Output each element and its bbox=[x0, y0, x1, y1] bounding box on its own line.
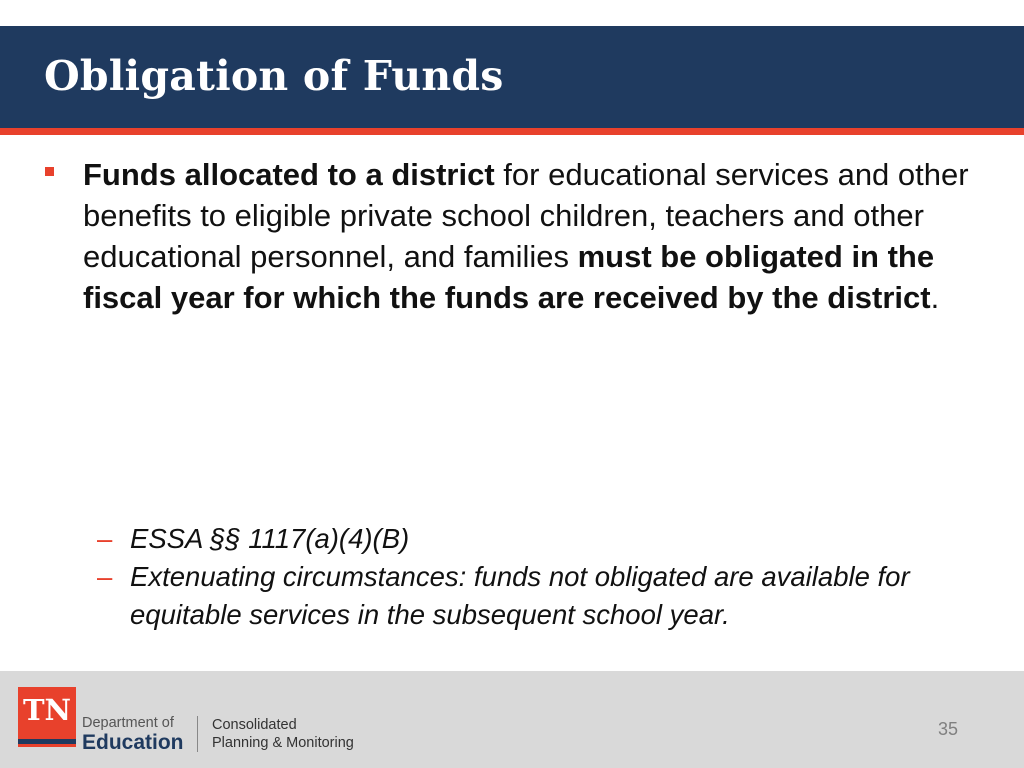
tn-logo-stripe bbox=[18, 739, 76, 744]
slide-title: Obligation of Funds bbox=[44, 52, 504, 100]
footer-divider bbox=[197, 716, 198, 752]
footer bbox=[0, 671, 1024, 768]
education-label: Education bbox=[82, 731, 184, 754]
program-line-1: Consolidated bbox=[212, 717, 297, 733]
tn-logo bbox=[18, 687, 76, 747]
department-label: Department of bbox=[82, 715, 174, 731]
main-bullet-text bbox=[83, 154, 983, 318]
sub-bullet-list bbox=[97, 520, 997, 634]
tn-logo-text: TN bbox=[22, 693, 72, 727]
title-accent-line bbox=[0, 128, 1024, 135]
sub-bullet-text: ESSA §§ 1117(a)(4)(B) bbox=[130, 523, 410, 554]
sub-bullet-essa bbox=[97, 520, 997, 558]
bold-phrase-district: Funds allocated to a district bbox=[83, 157, 495, 192]
bold-phrase-obligation: must be obligated in the fiscal year for which the funds are received by the district bbox=[83, 239, 935, 315]
program-line-2: Planning & Monitoring bbox=[212, 735, 354, 751]
period: . bbox=[930, 280, 940, 315]
dash-bullet-icon: – bbox=[97, 523, 113, 554]
dash-bullet-icon: – bbox=[97, 561, 113, 592]
sub-bullet-text: Extenuating circumstances: funds not obligated are available for equitable services in the subsequent school year. bbox=[130, 561, 910, 630]
body-phrase: for educational services and other benefits to eligible private school children, teachers and other educational personnel, and families bbox=[83, 157, 969, 274]
square-bullet-icon bbox=[45, 167, 54, 176]
sub-bullet-extenuating bbox=[97, 558, 997, 634]
slide-number: 35 bbox=[938, 719, 959, 739]
